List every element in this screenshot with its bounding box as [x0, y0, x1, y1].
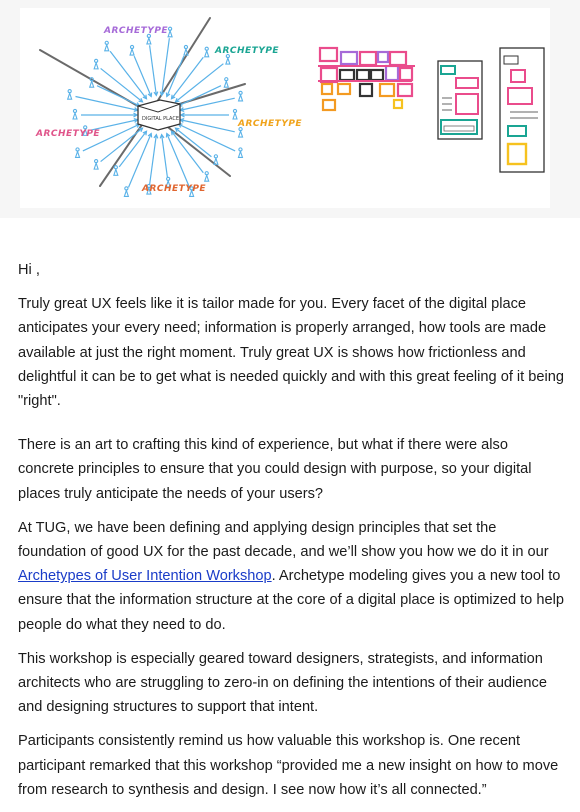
archetype-label-bottom: ARCHETYPE	[142, 184, 207, 194]
person-icon	[73, 109, 77, 119]
arrow-line	[150, 45, 157, 95]
archetype-label-right: ARCHETYPE	[238, 119, 303, 129]
paragraph-intro: Truly great UX feels like it is tailor made for you. Every facet of the digital place anticipates your every need; information is properly arranged, how tools are made available at just the right moment. Truly great UX is shows how frictionless and delightful it can be to get what is needed quickly and with this great feeling of it being "right".	[18, 296, 564, 410]
person-icon	[76, 148, 80, 158]
person-icon	[224, 78, 228, 88]
archetype-diagram	[20, 8, 550, 208]
person-icon	[94, 59, 98, 69]
paragraph-audience: This workshop is especially geared toward designers, strategists, and information architects who are struggling to zero-in on defining the intentions of their audience and designing structures to support that intent.	[18, 650, 547, 716]
arrow-line	[129, 134, 152, 188]
card-sort-sketch	[318, 48, 415, 110]
person-icon	[205, 47, 209, 57]
arrow-line	[180, 98, 234, 110]
arrow-line	[110, 51, 146, 98]
arrow-line	[167, 56, 184, 96]
paragraph-testimonial: Participants consistently remind us how valuable this workshop is. One recent participant remarked that this workshop “provided me a new insight on how to move from research to synthesis and design. I see now how it’s all connected.”	[18, 733, 559, 798]
hero-band	[0, 0, 580, 218]
person-icon	[130, 45, 134, 55]
archetype-label-left: ARCHETYPE	[36, 129, 101, 139]
paragraph-art: There is an art to crafting this kind of experience, but what if there were also concrete principles to ensure that you could design with purpose, so your digital places truly anticipate the needs of your users?	[18, 437, 532, 502]
person-icon	[205, 172, 209, 182]
greeting: Hi ,	[18, 262, 40, 278]
paragraph-tug-text: At TUG, we have been defining and applying design principles that set the foundation of good UX for the past decade, and we’ll show you how we do it in our	[18, 519, 549, 561]
person-icon	[238, 148, 242, 158]
paragraph-tug	[18, 516, 566, 637]
arrow-line	[75, 96, 137, 110]
person-icon	[94, 160, 98, 170]
person-icon	[124, 187, 128, 197]
person-icon	[114, 166, 118, 176]
person-icon	[105, 41, 109, 51]
arrow-line	[180, 120, 234, 132]
center-label: DIGITAL PLACE	[142, 116, 180, 122]
wireframe-sketch	[438, 48, 544, 172]
paragraph-tug-text-end: . Archetype modeling gives you a new tool to ensure that the information structure at the core of a digital place is optimized to help people do what they need to do.	[18, 568, 564, 633]
person-icon	[239, 91, 243, 101]
person-icon	[214, 155, 218, 165]
arrow-line	[175, 128, 211, 157]
archetype-label-top-left: ARCHETYPE	[104, 26, 169, 36]
person-icon	[184, 45, 188, 55]
arrow-line	[134, 56, 151, 96]
person-icon	[68, 90, 72, 100]
hero-illustration	[20, 8, 550, 208]
arrow-line	[162, 135, 168, 178]
person-icon	[233, 109, 237, 119]
person-icon	[168, 27, 172, 37]
email-body	[18, 258, 566, 812]
workshop-link[interactable]: Archetypes of User Intention Workshop	[18, 568, 272, 585]
arrow-line	[150, 135, 157, 185]
digital-place-icon	[138, 100, 180, 130]
archetype-label-top-right: ARCHETYPE	[215, 46, 280, 56]
